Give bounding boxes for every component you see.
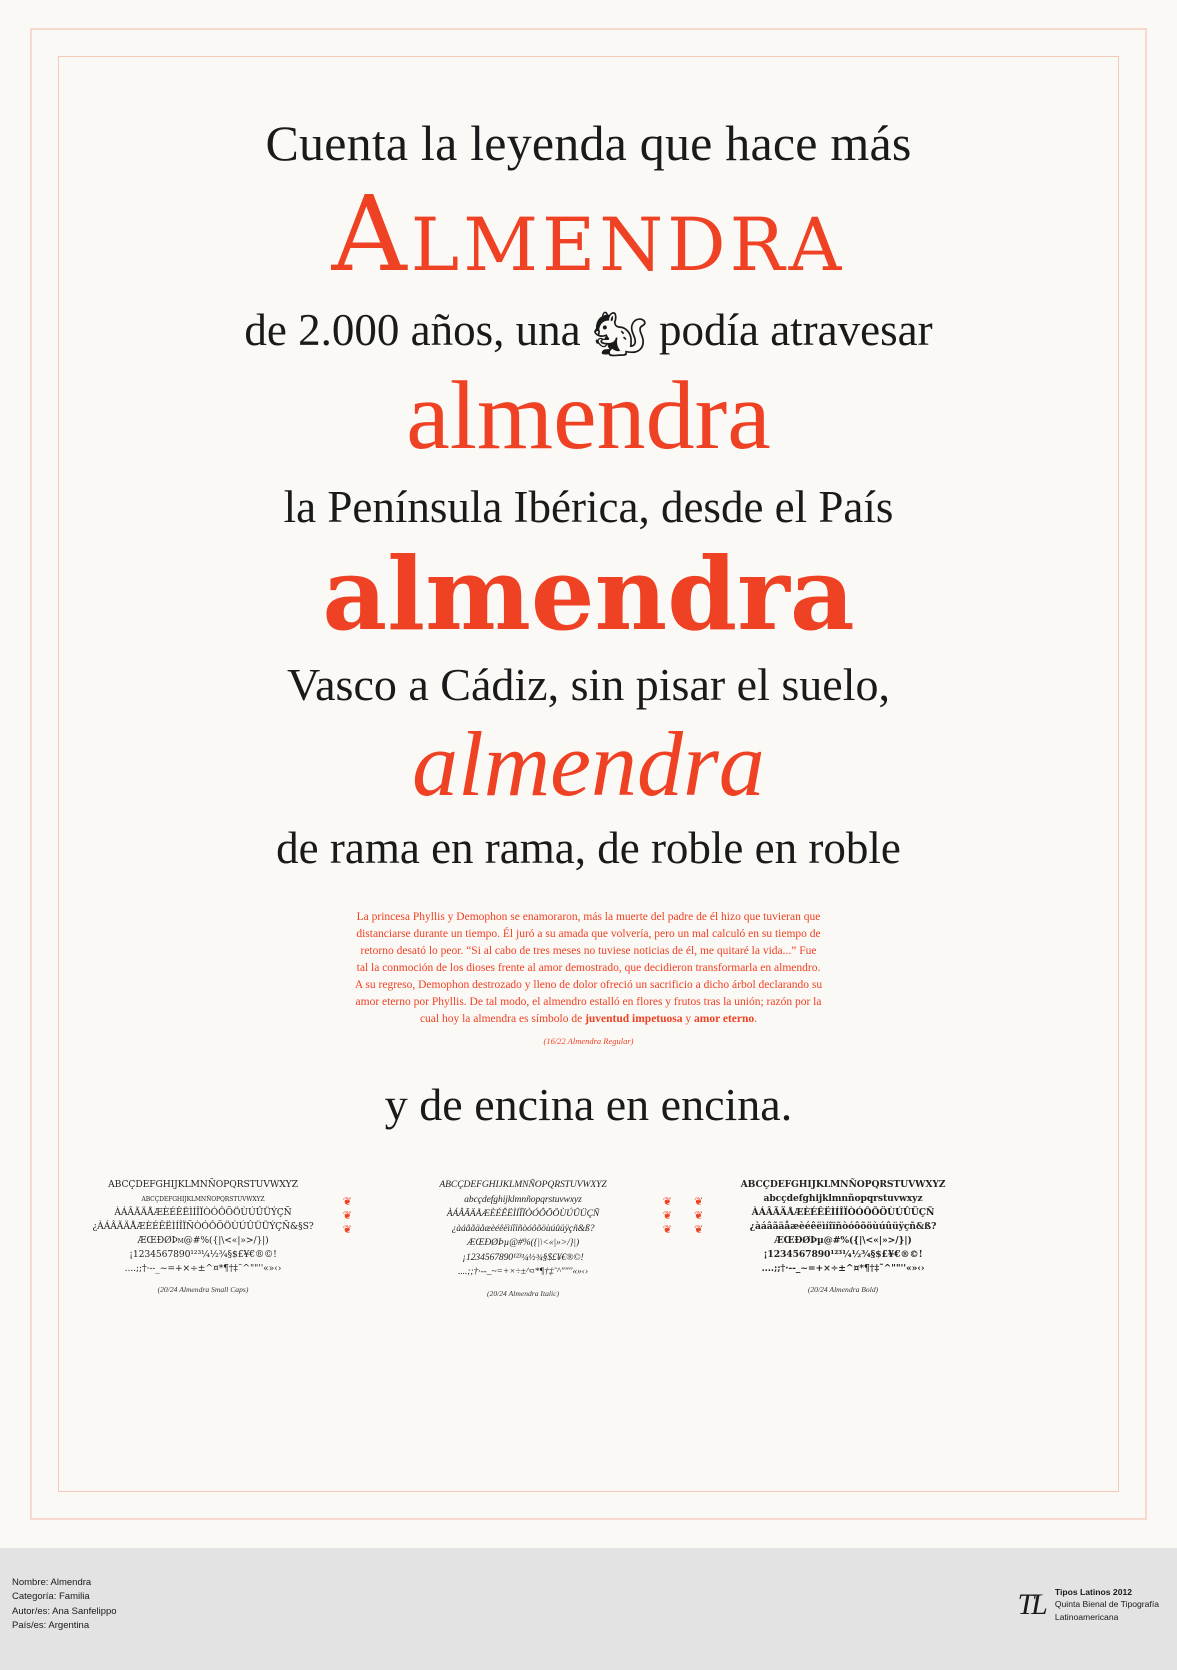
charset-caption: (20/24 Almendra Small Caps) [157,1284,249,1294]
specimen-line-3-part-a: de 2.000 años, una [244,305,581,355]
charset-line: ABCÇDEFGHIJKLMNÑOPQRSTUVWXYZ [108,1179,298,1190]
charset-line: ¿àáâãäåæèéêëìíîïñòóôõöùúûüÿçñ&ß? [749,1220,937,1232]
ornament-icon: ❦ ❦ ❦ [342,1196,352,1236]
brand-line-1: Tipos Latinos 2012 [1054,1587,1133,1597]
charset-line: ABCÇDEFGHIJKLMNÑOPQRSTUVWXYZ [740,1179,946,1190]
legend-bold-1: juventud impetuosa [585,1013,683,1026]
charset-line: ÆŒÐØÞµ@#%({|\<«|»>/}|) [137,1234,269,1246]
legend-paragraph [354,909,824,1048]
charset-line: ¡1234567890¹²³¼½¾§$£¥€®©! [763,1248,923,1260]
charset-block-smallcaps [58,1178,352,1298]
charset-line: ÆŒÐØÞµ@#%({|\<«|»>/}|) [466,1237,580,1249]
footer-nombre: Nombre: Almendra [12,1577,92,1588]
charset-line: ....;;†·--_~=+×÷±^¤*¶†‡˜^""''«»‹› [761,1262,925,1274]
charset-line: ¿ÀÁÂÃÄÅÆÈÉÊËÌÍÎÏÑÒÓÔÕÖÙÚÛÜÜÝÇÑ&§S? [92,1220,314,1232]
legend-caption: (16/22 Almendra Regular) [543,1036,634,1047]
charset-line: ¡1234567890¹²³¼½¾§$£¥€®©! [129,1248,277,1260]
charset-block-bold [694,1178,988,1298]
specimen-line-10: y de encina en encina. [384,1078,793,1130]
legend-bold-2: amor eterno [694,1013,755,1026]
charset-line: ÆŒÐØÞµ@#%({|\<«|»>/}|) [774,1234,912,1246]
charset-line: ....;;†·--_~=+×÷±^¤*¶†‡˜^""''«»‹› [458,1266,588,1278]
charset-line: ÀÁÂÃÄÅÆÈÉÊËÌÍÎÏÒÓÔÕÖÙÚÛÜÇÑ [751,1206,935,1218]
charset-line: ÀÁÂÃÄÅÆÈÉÊËÌÍÎÏÒÓÔÕÖÙÚÛÜÝÇÑ [114,1206,292,1218]
footer-pais: País/es: Argentina [12,1619,90,1631]
charset-caption: (20/24 Almendra Bold) [807,1284,879,1294]
charset-line: abcçdefghijklmnñopqrstuvwxyz [763,1192,923,1204]
specimen-line-7: Vasco a Cádiz, sin pisar el suelo, [287,659,890,710]
ornament-icon: ❦ ❦ ❦ [662,1196,672,1236]
charset-line: ¡1234567890¹²³¼½¾§$£¥€®©! [462,1251,584,1263]
charset-line: abcçdefghijklmnñopqrstuvwxyz [464,1193,582,1205]
footer-autor: Autor/es: Ana Sanfelippo [12,1605,117,1617]
footer-brand [1017,1586,1159,1623]
charset-line: ÀÁÂÃÄÅÆÈÉÊËÌÍÎÏÒÓÔÕÖÙÚÛÜÇÑ [446,1208,600,1220]
specimen-line-5: la Península Ibérica, desde el País [283,482,894,532]
footer-metadata [12,1576,117,1633]
charset-blocks [58,1178,988,1298]
charset-line: ¿àáâãäåæèéêëìíîïñòóôõöùúûüÿçñ&ß? [451,1222,595,1234]
footer-bar [0,1548,1177,1670]
specimen-line-6-bold: almendra [322,535,855,653]
tipos-latinos-logo-icon: TL [1017,1587,1045,1621]
footer-categoria: Categoría: Familia [12,1591,90,1603]
squirrel-icon: 🐿 [591,310,648,359]
legend-text-between: y [682,1013,695,1026]
specimen-line-8-italic: almendra [412,713,765,815]
charset-line: ....;;†·--_~=+×÷±^¤*¶†‡˜^""''«»‹› [124,1262,282,1274]
brand-line-2: Quinta Bienal de Tipografía [1054,1599,1159,1610]
legend-text-end: . [754,1013,758,1026]
legend-text-main: La princesa Phyllis y Demophon se enamoraron, más la muerte del padre de él hizo que tuvieran que distanciarse durante un tiempo. Él juró a su amada que volvería, pero un mal calculó en su tiempo de retorno desató lo peor. “Si al cabo de tres meses no tuviese noticias de él, me quitaré la vida...” Fue tal la conmoción de los dioses frente al amor demostrado, que decidieron transformarla en almendro. A su regreso, Demophon destrozado y lleno de dolor ofreció un sacrificio a dicho árbol declarando su amor eterno por Phyllis. De tal modo, el almendro estalló en flores y frutos tras la unión; razón por la cual hoy la almendra es símbolo de [354,911,823,1026]
charset-line: abcçdefghijklmnñopqrstuvwxyz [141,1192,265,1204]
charset-line: ABCÇDEFGHIJKLMNÑOPQRSTUVWXYZ [439,1179,607,1190]
ornament-icon: ❦ ❦ ❦ [694,1196,704,1236]
specimen-line-3-part-b: podía atravesar [658,305,933,355]
brand-line-3: Latinoamericana [1054,1611,1119,1622]
specimen-line-1: Cuenta la leyenda que hace más [265,115,912,171]
specimen-line-3 [70,305,1107,359]
specimen-line-9: de rama en rama, de roble en roble [276,823,901,873]
brand-text-block [1055,1586,1159,1623]
specimen-line-2-smallcaps: Almendra [331,173,846,295]
charset-caption: (20/24 Almendra Italic) [487,1289,559,1299]
specimen-line-4-regular: almendra [406,362,771,470]
charset-block-italic [378,1178,672,1299]
